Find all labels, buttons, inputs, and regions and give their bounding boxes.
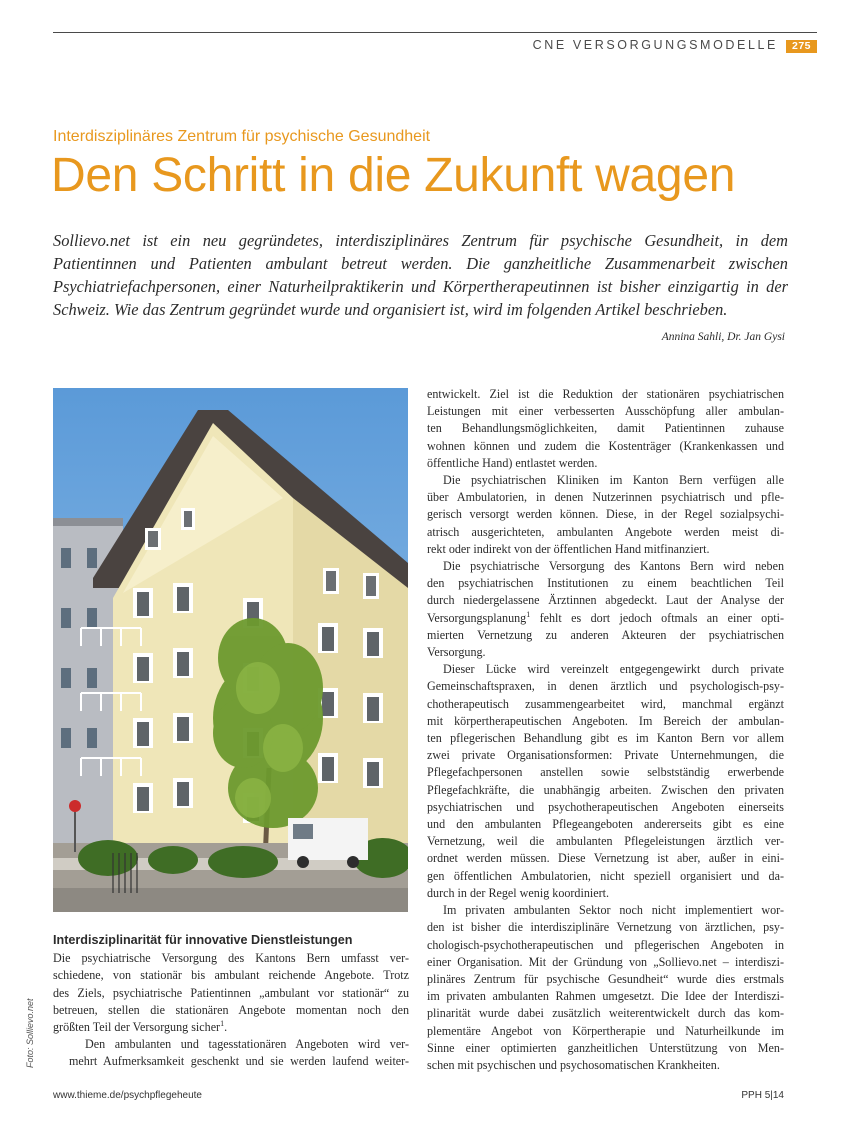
- footer-url: www.thieme.de/psychpflegeheute: [53, 1090, 202, 1101]
- body-line: chologisch-psychotherapeutischen und pflegerischen Angeboten in: [427, 937, 784, 952]
- body-text: Versorgungsplanung: [427, 610, 527, 625]
- body-line: Die psychiatrische Versorgung des Kantons Bern umfasst ver-: [53, 951, 409, 966]
- body-line: atrisch ausgerichteten, ambulanten Angebote werden meist di-: [427, 524, 784, 539]
- body-line: ten Behandlungsmöglichkeiten, damit Patientinnen zuhause: [427, 421, 784, 436]
- footnote-ref: 1: [220, 1018, 225, 1028]
- body-line: plementäre Angebot von Körpertherapie und Naturheilkunde im: [427, 1023, 784, 1038]
- body-line: über Ambulatorien, in denen Nutzerinnen psychiatrisch und pfle-: [427, 490, 784, 505]
- body-line: wohnen können und zudem die Kostenträger (Krankenkassen und: [427, 438, 784, 453]
- body-paragraph: [427, 472, 784, 558]
- section-subheading: Interdisziplinarität für innovative Dienstleistungen: [53, 933, 353, 947]
- body-line: plinarität wurde dabei zusätzlich weiterentwickelt durch das kom-: [427, 1006, 784, 1021]
- body-line: den ist bisher die interdisziplinäre Vernetzung von ärztlichen, psy-: [427, 920, 784, 935]
- lead-line: Sollievo.net ist ein neu gegründetes, interdisziplinäres Zentrum für psychische Gesundheit, in dem: [53, 231, 788, 250]
- body-line: Dieser Lücke wird vereinzelt entgegengewirkt durch private: [443, 662, 784, 677]
- body-line: Sinne einer optimierten ganzheitlichen Unterstützung von Men-: [427, 1040, 784, 1055]
- body-line: Gemeinschaftspraxen, in denen ärztlich und psychologisch-psy-: [427, 679, 784, 694]
- body-line: Pflegefachpersonen anstellen sowie selbstständig erwerbende: [427, 765, 784, 780]
- body-paragraph: [427, 558, 784, 661]
- page-number-badge: 275: [786, 40, 817, 53]
- body-line: Die psychiatrischen Kliniken im Kanton Bern verfügen alle: [443, 473, 784, 488]
- body-line: rekt oder indirekt von der öffentlichen Hand mitfinanziert.: [427, 541, 710, 556]
- article-authors: Annina Sahli, Dr. Jan Gysi: [661, 331, 785, 343]
- body-line: des Ziels, psychiatrische Patientinnen „ambulant vor stationär“ zu: [53, 985, 409, 1000]
- body-line: ten pflegerischen Behandlung gibt es im Kanton Bern vor allem: [427, 731, 784, 746]
- body-line-with-footnote: [53, 1019, 409, 1036]
- photo-credit: Foto: Sollievo.net: [25, 998, 35, 1068]
- body-line: durch niedergelassene Ärztinnen abgedeckt. Laut der Analyse der: [427, 593, 784, 608]
- body-line: im privaten ambulanten Rahmen umgesetzt. Die Idee der Interdiszi-: [427, 989, 784, 1004]
- body-line: Vernetzung, weil die ambulanten Pflegeleistungen ärztlich ver-: [427, 834, 784, 849]
- article-title: Den Schritt in die Zukunft wagen: [51, 149, 736, 202]
- body-text: .: [224, 1020, 228, 1035]
- body-line: ordnet werden müssen. Diese Vernetzung ist aber, außer in eini-: [427, 851, 784, 866]
- article-kicker: Interdisziplinäres Zentrum für psychische Gesundheit: [53, 128, 431, 145]
- body-line: Die psychiatrische Versorgung des Kantons Bern wird neben: [443, 559, 784, 574]
- left-column: [53, 932, 409, 1071]
- body-line: öffentliche Hand) entlastet werden.: [427, 455, 598, 470]
- article-lead: [53, 229, 788, 321]
- body-text: größten Teil der Versorgung sicher: [53, 1020, 221, 1035]
- body-line: entwickelt. Ziel ist die Reduktion der stationären psychiatrischen: [427, 387, 784, 401]
- body-line: Den ambulanten und tagesstationären Angeboten wird ver-: [85, 1037, 409, 1052]
- body-paragraph: [53, 1036, 409, 1070]
- body-line: Im privaten ambulanten Sektor noch nicht implementiert wor-: [443, 903, 784, 918]
- body-line: mierten Vernetzung zu anderen Akteuren der psychiatrischen: [427, 627, 784, 642]
- body-line: mehrt Aufmerksamkeit geschenkt und sie werden laufend weiter-: [69, 1054, 409, 1069]
- body-line: einer Organisation. Mit der Gründung von „Sollievo.net – interdiszi-: [427, 954, 784, 969]
- section-header: CNE VERSORGUNGSMODELLE: [532, 38, 778, 52]
- footer-issue: PPH 5|14: [741, 1090, 784, 1101]
- footnote-ref: 1: [526, 609, 531, 619]
- building-photo: [53, 388, 408, 912]
- body-line: plinäres Zentrum für psychische Gesundheit“ wurde dies erstmals: [427, 971, 784, 986]
- body-line: und den ambulanten Pflegeangeboten andererseits gibt es eine: [427, 817, 784, 832]
- lead-line: Patientinnen und Patienten ambulant betreut werden. Die ganzheitliche Zusammenarbeit zwischen: [53, 254, 788, 273]
- body-line: Versorgung.: [427, 645, 486, 660]
- body-line: den psychiatrischen Institutionen zu einem beachtlichen Teil: [427, 576, 784, 591]
- body-line: mit körpertherapeutischen Angeboten. Im Bereich der ambulan-: [427, 713, 784, 728]
- right-column: [427, 386, 784, 1074]
- lead-line: Psychiatriefachpersonen, einer Naturheilpraktikerin und Körpertherapeutinnen ist bisher einzigartig in der: [53, 277, 788, 296]
- body-paragraph: [427, 386, 784, 472]
- body-text: fehlt es dort jedoch oftmals an einer opti-: [530, 610, 784, 625]
- lead-line: Schweiz. Wie das Zentrum gegründet wurde und organisiert ist, wird im folgenden Artikel beschrieben.: [53, 300, 728, 319]
- body-line-with-footnote: [427, 610, 784, 627]
- body-line: gerisch versorgt werden können. Diese, in der Regel sozialpsychi-: [427, 507, 784, 522]
- body-paragraph: [427, 902, 784, 1074]
- body-line: Pflegefachkräfte, die unabhängig arbeiten. Zwischen den privaten: [427, 782, 784, 797]
- header-rule: [53, 32, 817, 33]
- body-line: schen mit psychischen und psychosomatischen Krankheiten.: [427, 1057, 720, 1072]
- body-line: gen öffentlichen Ambulatorien, nicht speziell organisiert und da-: [427, 868, 784, 883]
- body-paragraph: [427, 661, 784, 902]
- body-line: durch in der Regel wenig koordiniert.: [427, 885, 610, 900]
- body-line: psychiatrischen und psychotherapeutischen Angeboten einerseits: [427, 799, 784, 814]
- body-paragraph: [53, 950, 409, 1036]
- body-line: Leistungen mit einer verbesserten Ausschöpfung aller ambulan-: [427, 404, 784, 419]
- body-line: betreuen, stellen die stationären Angebote momentan noch den: [53, 1002, 409, 1017]
- body-line: zwei private Organisationsformen: Private Unternehmungen, die: [427, 748, 784, 763]
- body-line: chotherapeutisch zusammengearbeitet wird, manchmal ergänzt: [427, 696, 784, 711]
- body-line: schiedene, von stationär bis ambulant reichende Angebote. Trotz: [53, 968, 409, 983]
